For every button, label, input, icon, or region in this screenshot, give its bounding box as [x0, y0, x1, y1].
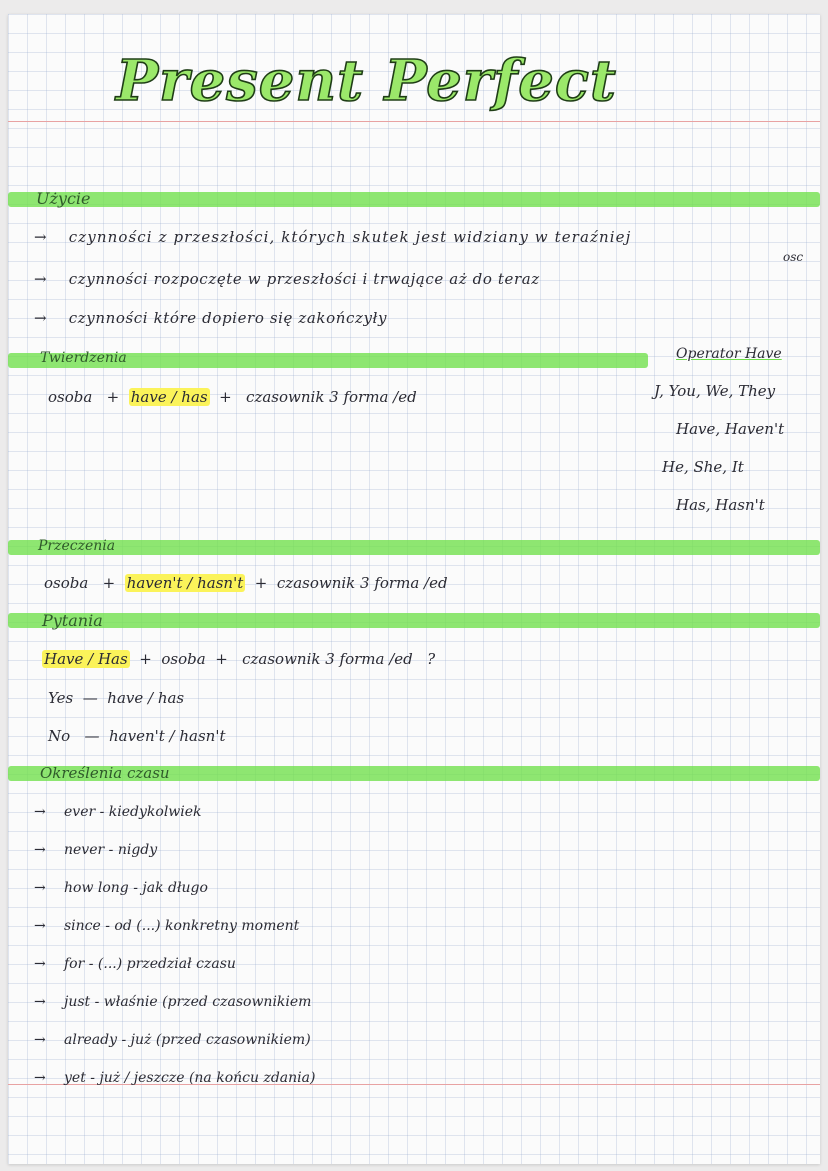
no-answer-row — [48, 727, 226, 745]
formula-plus: + — [219, 388, 232, 406]
time-expression-text: for - (...) przedział czasu — [64, 956, 236, 972]
time-expression-item — [34, 994, 311, 1010]
dash-icon: — — [82, 689, 98, 707]
formula-verb: czasownik 3 forma /ed — [246, 388, 417, 406]
time-expression-text: yet - już / jeszcze (na końcu zdania) — [64, 1070, 316, 1086]
yes-label: Yes — [48, 689, 74, 707]
formula-plus: + — [102, 574, 116, 592]
yes-answer: have / has — [107, 689, 185, 707]
arrow-icon: → — [34, 804, 46, 820]
time-expression-text: how long - jak długo — [64, 880, 208, 896]
arrow-icon: → — [34, 918, 46, 934]
arrow-icon: → — [34, 228, 47, 246]
question-mark: ? — [427, 650, 436, 668]
formula-person: osoba — [161, 650, 206, 668]
time-expression-item — [34, 880, 208, 896]
operator-line-4: Has, Hasn't — [676, 496, 765, 514]
affirmative-heading: Twierdzenia — [40, 350, 127, 366]
formula-plus: + — [215, 650, 228, 668]
formula-have-has: have / has — [130, 388, 208, 406]
time-expression-item — [34, 804, 202, 820]
questions-highlight — [8, 613, 820, 628]
arrow-icon: → — [34, 880, 46, 896]
time-expression-item — [34, 1070, 315, 1086]
usage-item-2-text: czynności rozpoczęte w przeszłości i trwające aż do teraz — [68, 270, 540, 288]
formula-plus: + — [139, 650, 152, 668]
page-title: Present Perfect — [116, 48, 617, 114]
operator-line-2: Have, Haven't — [676, 420, 785, 438]
operator-line-3: He, She, It — [662, 458, 744, 476]
arrow-icon: → — [34, 1032, 46, 1048]
arrow-icon: → — [34, 956, 46, 972]
usage-item-1 — [34, 228, 631, 246]
usage-item-3 — [34, 309, 387, 327]
affirmative-formula — [48, 388, 417, 406]
formula-have-has: Have / Has — [44, 650, 128, 668]
negative-formula — [44, 574, 448, 592]
no-answer: haven't / hasn't — [109, 727, 226, 745]
dash-icon: — — [84, 727, 100, 745]
negative-highlight — [8, 540, 820, 555]
time-expression-text: ever - kiedykolwiek — [64, 804, 202, 820]
operator-heading: Operator Have — [676, 346, 782, 362]
usage-highlight — [8, 192, 820, 207]
arrow-icon: → — [34, 842, 46, 858]
time-expression-text: since - od (...) konkretny moment — [64, 918, 300, 934]
arrow-icon: → — [34, 1070, 46, 1086]
usage-item-3-text: czynności które dopiero się zakończyły — [68, 309, 388, 327]
arrow-icon: → — [34, 270, 47, 288]
usage-item-1-text: czynności z przeszłości, których skutek jest widziany w teraźniej — [68, 228, 632, 246]
time-expression-text: never - nigdy — [64, 842, 158, 858]
formula-verb: czasownik 3 forma /ed — [276, 574, 448, 592]
no-label: No — [48, 727, 71, 745]
formula-person: osoba — [44, 574, 89, 592]
formula-person: osoba — [48, 388, 93, 406]
formula-plus: + — [106, 388, 120, 406]
time-expression-item — [34, 956, 236, 972]
time-expression-item — [34, 918, 299, 934]
time-expressions-heading: Określenia czasu — [40, 764, 170, 782]
questions-heading: Pytania — [42, 611, 103, 630]
arrow-icon: → — [34, 994, 46, 1010]
usage-item-2 — [34, 270, 540, 288]
notebook-page — [8, 14, 820, 1164]
negative-heading: Przeczenia — [38, 538, 116, 554]
yes-answer-row — [48, 689, 184, 707]
time-expression-text: already - już (przed czasownikiem) — [64, 1032, 311, 1048]
usage-item-1-cont: osc — [783, 250, 804, 264]
time-expression-text: just - właśnie (przed czasownikiem — [64, 994, 312, 1010]
formula-havent-hasnt: haven't / hasn't — [126, 574, 244, 592]
formula-verb: czasownik 3 forma /ed — [242, 650, 413, 668]
formula-plus: + — [254, 574, 268, 592]
time-expression-item — [34, 1032, 311, 1048]
time-expression-item — [34, 842, 157, 858]
questions-formula — [42, 650, 435, 668]
red-rule-top — [8, 121, 820, 122]
arrow-icon: → — [34, 309, 47, 327]
operator-line-1: J, You, We, They — [654, 382, 776, 400]
usage-heading: Użycie — [36, 189, 91, 208]
